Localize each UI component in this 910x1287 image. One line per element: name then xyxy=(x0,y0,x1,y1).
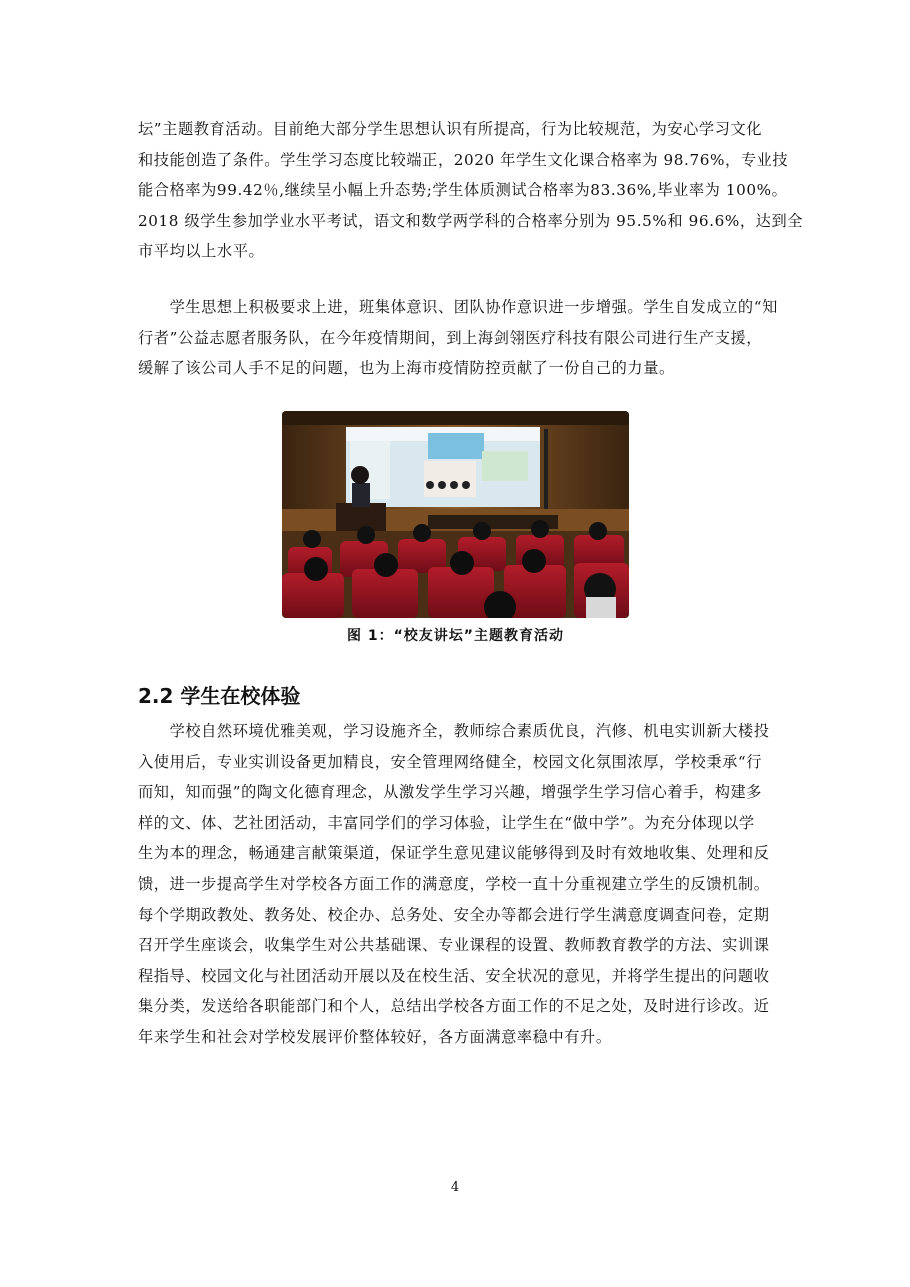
section-heading: 2.2 学生在校体验 xyxy=(138,684,301,708)
paragraph-student-experience xyxy=(138,716,774,1053)
page-number: 4 xyxy=(450,1180,460,1195)
event-photo xyxy=(282,411,629,618)
text-line: 学校自然环境优雅美观，学习设施齐全，教师综合素质优良，汽修、机电实训新大楼投 xyxy=(138,722,770,740)
text-line: 市平均以上水平。 xyxy=(138,242,265,261)
text-line: 学生思想上积极要求上进，班集体意识、团队协作意识进一步增强。学生自发成立的“知 xyxy=(138,298,778,316)
text-line: 样的文、体、艺社团活动，丰富同学们的学习体验，让学生在“做中学”。为充分体现以学 xyxy=(138,813,755,832)
text-line: 馈，进一步提高学生对学校各方面工作的满意度，学校一直十分重视建立学生的反馈机制。 xyxy=(138,874,770,893)
text-line: 和技能创造了条件。学生学习态度比较端正，2020 年学生文化课合格率为 98.76%，专业技 xyxy=(138,150,789,169)
text-line: 坛”主题教育活动。目前绝大部分学生思想认识有所提高，行为比较规范，为安心学习文化 xyxy=(138,120,763,138)
text-line: 入使用后，专业实训设备更加精良，安全管理网络健全，校园文化氛围浓厚，学校秉承“行 xyxy=(138,752,763,771)
text-line: 生为本的理念，畅通建言献策渠道，保证学生意见建议能够得到及时有效地收集、处理和反 xyxy=(138,844,770,863)
figure-caption: 图 1：“校友讲坛”主题教育活动 xyxy=(346,628,565,644)
text-line: 而知，知而强”的陶文化德育理念，从激发学生学习兴趣，增强学生学习信心着手，构建多 xyxy=(138,783,763,802)
paragraph-student-performance xyxy=(138,114,804,267)
text-line: 程指导、校园文化与社团活动开展以及在校生活、安全状况的意见，并将学生提出的问题收 xyxy=(138,966,770,985)
text-line: 2018 级学生参加学业水平考试，语文和数学两学科的合格率分别为 95.5%和 96.6%，达到全 xyxy=(138,211,804,230)
text-line: 集分类，发送给各职能部门和个人，总结出学校各方面工作的不足之处，及时进行诊改。近 xyxy=(138,997,770,1016)
paragraph-volunteer-team xyxy=(138,292,778,384)
text-line: 年来学生和社会对学校发展评价整体较好，各方面满意率稳中有升。 xyxy=(138,1027,612,1046)
text-line: 缓解了该公司人手不足的问题，也为上海市疫情防控贡献了一份自己的力量。 xyxy=(138,359,675,378)
text-line: 能合格率为99.42％,继续呈小幅上升态势;学生体质测试合格率为83.36%,毕业率为 100%。 xyxy=(138,181,788,200)
text-line: 召开学生座谈会，收集学生对公共基础课、专业课程的设置、教师教育教学的方法、实训课 xyxy=(138,936,770,955)
text-line: 行者”公益志愿者服务队，在今年疫情期间，到上海剑翎医疗科技有限公司进行生产支援， xyxy=(138,328,763,347)
text-line: 每个学期政教处、教务处、校企办、总务处、安全办等都会进行学生满意度调查问卷，定期 xyxy=(138,905,770,924)
